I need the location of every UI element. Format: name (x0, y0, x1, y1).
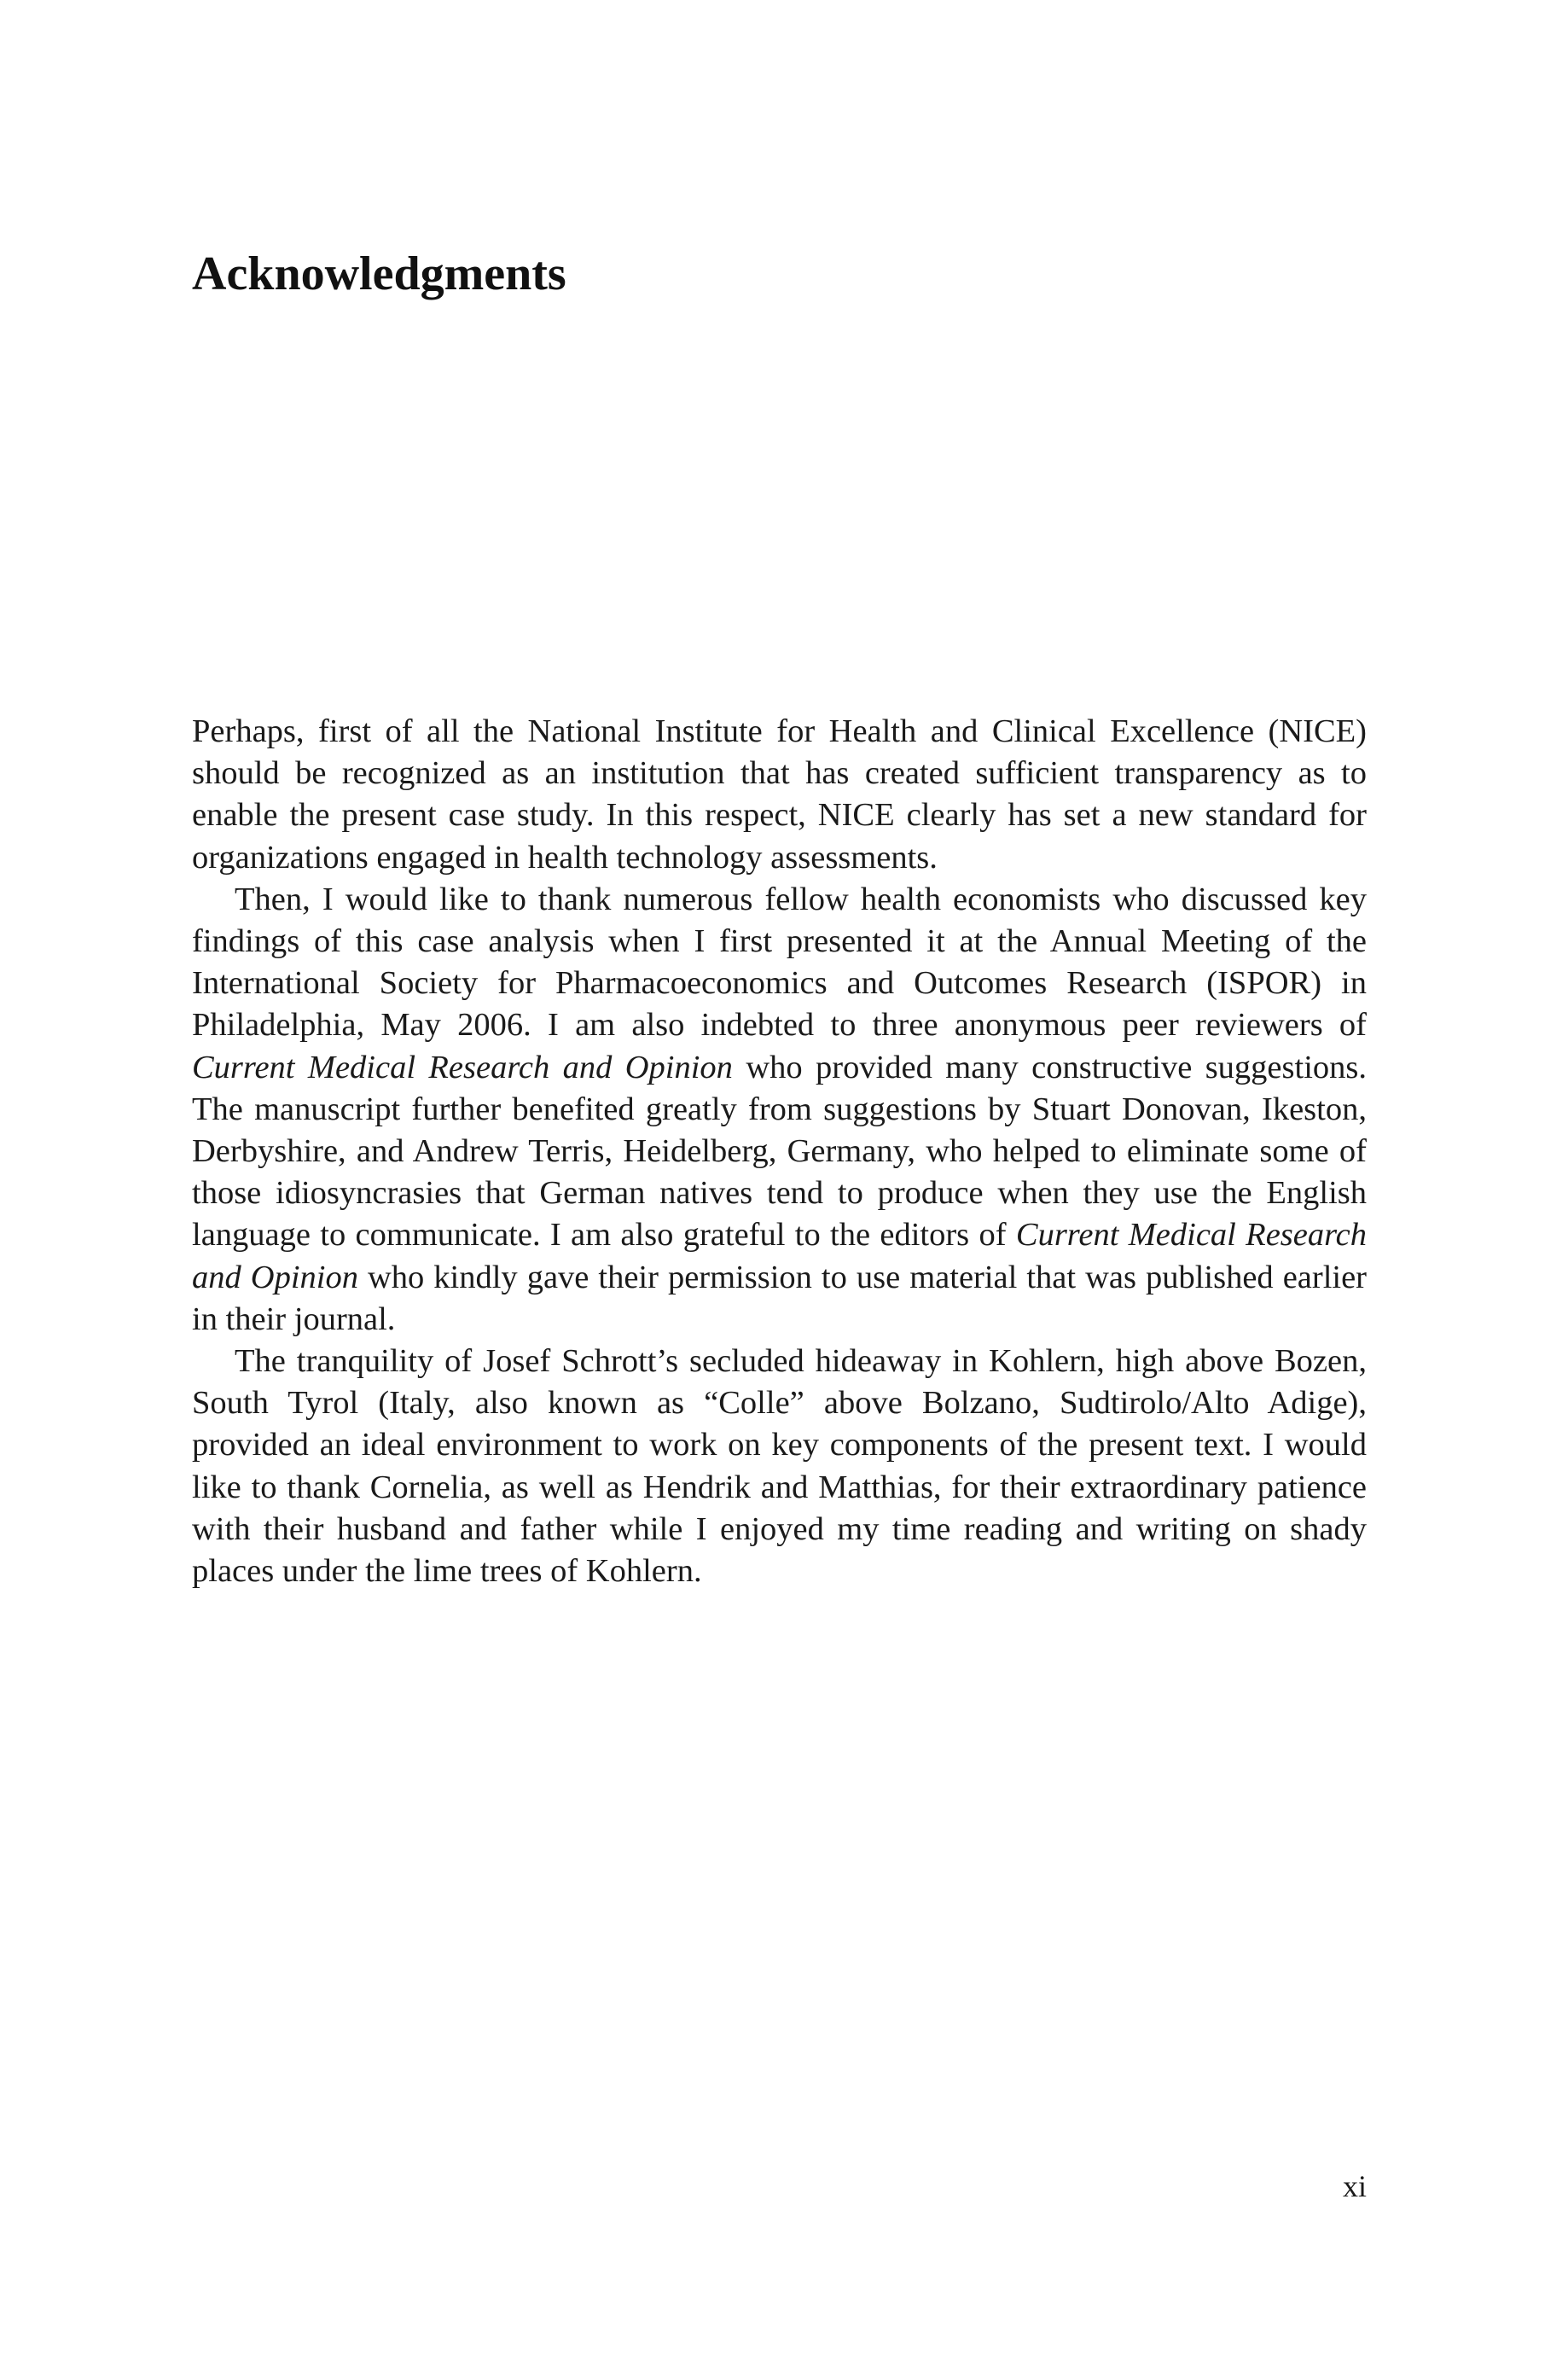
paragraph-2-text: Then, I would like to thank numerous fellow health economists who discussed key findings of this case analysis when I first presented it at the Annual Meeting of the International Society for Pharmacoeconomics and Outcomes Research (ISPOR) in Philadelphia, May 2006. I am also indebted to three anonymous peer reviewers of (192, 881, 1367, 1044)
paragraph-3-text: The tranquility of Josef Schrott’s secluded hideaway in Kohlern, high above Bozen, South Tyrol (Italy, also known as “Colle” above Bolzano, Sudtirolo/Alto Adige), provided an ideal environment to work on key components of the present text. I would like to thank Cornelia, as well as Hendrik and Matthias, for their extraordinary patience with their husband and father while I enjoyed my time reading and writing on shady places under the lime trees of Kohlern. (192, 1343, 1367, 1590)
paragraph-1 (192, 711, 1367, 879)
paragraph-2-text: who kindly gave their permission to use material that was published earlier in their journal. (192, 1259, 1367, 1337)
paragraph-3 (192, 1341, 1367, 1592)
acknowledgments-body (192, 711, 1367, 1592)
page-title: Acknowledgments (192, 247, 566, 300)
page-number: xi (1342, 2169, 1367, 2203)
journal-title-italic: Current Medical Research and Opinion (192, 1217, 1367, 1295)
journal-title-italic: Current Medical Research and Opinion (192, 1049, 733, 1085)
paragraph-2-text: who provided many constructive suggestions. The manuscript further benefited greatly from suggestions by Stuart Donovan, Ikeston, Derbyshire, and Andrew Terris, Heidelberg, Germany, who helped to eliminate some of those idiosyncrasies that German natives tend to produce when they use the English language to communicate. I am also grateful to the editors of (192, 1049, 1368, 1254)
paragraph-2 (192, 879, 1367, 1341)
paragraph-1-text: Perhaps, first of all the National Institute for Health and Clinical Excellence (NICE) should be recognized as an institution that has created sufficient transparency as to enable the present case study. In this respect, NICE clearly has set a new standard for organizations engaged in health technology assessments. (192, 713, 1367, 876)
